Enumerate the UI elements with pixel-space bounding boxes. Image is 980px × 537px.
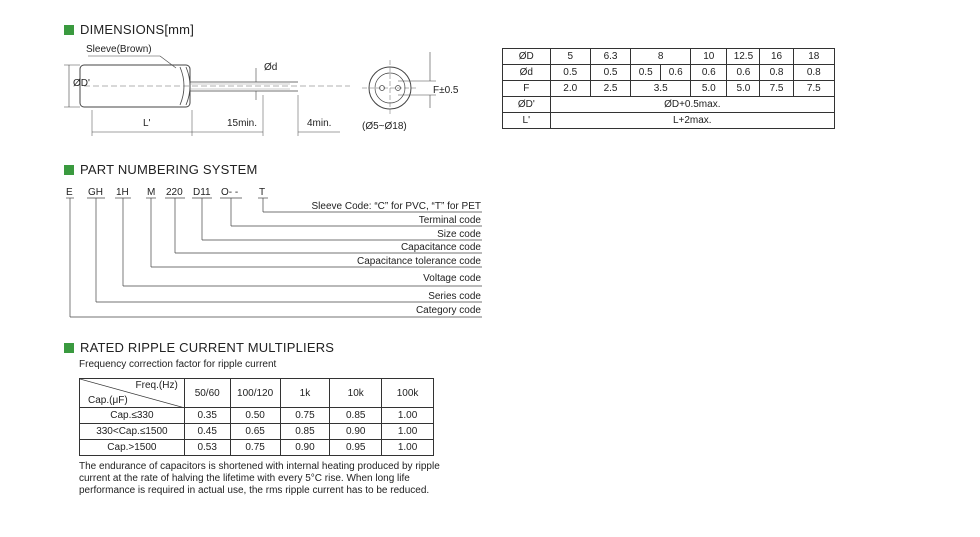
table-cell: 0.85 xyxy=(330,408,382,424)
table-cell: F xyxy=(503,81,551,97)
ripple-note xyxy=(79,461,440,497)
od-small-label: Ød xyxy=(264,62,278,73)
table-cell: ØD' xyxy=(503,97,551,113)
table-cell: Cap.≤330 xyxy=(80,408,185,424)
table-row xyxy=(503,97,835,113)
table-cell: Cap.>1500 xyxy=(80,440,185,456)
table-cell: 7.5 xyxy=(760,81,793,97)
table-cell: 0.8 xyxy=(793,65,834,81)
table-cell: 0.53 xyxy=(184,440,230,456)
table-cell: 0.85 xyxy=(280,424,330,440)
label-terminal-code: Terminal code xyxy=(418,215,481,226)
label-capacitance-code: Capacitance code xyxy=(400,242,481,253)
code-tolerance: M xyxy=(147,187,156,198)
table-cell: 0.75 xyxy=(230,440,280,456)
cap-label: Cap.(μF) xyxy=(88,395,128,406)
capacitor-drawing xyxy=(60,40,480,150)
table-cell: ØD+0.5max. xyxy=(550,97,834,113)
table-header: 50/60 xyxy=(184,379,230,408)
table-cell: 6.3 xyxy=(590,49,630,65)
table-cell: 12.5 xyxy=(727,49,760,65)
table-cell: 0.95 xyxy=(330,440,382,456)
table-cell: 2.5 xyxy=(590,81,630,97)
f-tolerance-label: F±0.5 xyxy=(433,85,459,96)
table-cell: 0.35 xyxy=(184,408,230,424)
table-cell: 0.6 xyxy=(727,65,760,81)
table-cell: 16 xyxy=(760,49,793,65)
table-cell: 0.75 xyxy=(280,408,330,424)
section-part-numbering xyxy=(64,162,258,177)
table-cell: 0.45 xyxy=(184,424,230,440)
code-size: D11 xyxy=(193,187,211,198)
square-bullet-icon xyxy=(64,343,74,353)
sleeve-label: Sleeve(Brown) xyxy=(86,44,152,55)
table-cell: 0.5 xyxy=(590,65,630,81)
code-voltage: 1H xyxy=(116,187,129,198)
table-cell: 8 xyxy=(631,49,691,65)
table-cell: 0.50 xyxy=(230,408,280,424)
min15-label: 15min. xyxy=(227,118,258,129)
square-bullet-icon xyxy=(64,25,74,35)
table-cell: 5.0 xyxy=(691,81,727,97)
table-cell: 0.5 xyxy=(631,65,661,81)
table-header: 100/120 xyxy=(230,379,280,408)
table-cell: 5 xyxy=(550,49,590,65)
label-category-code: Category code xyxy=(415,305,481,316)
table-cell: ØD xyxy=(503,49,551,65)
table-row xyxy=(80,408,434,424)
table-header-row xyxy=(80,379,434,408)
table-cell: 10 xyxy=(691,49,727,65)
freq-label: Freq.(Hz) xyxy=(135,380,178,391)
note-line: performance is required in actual use, the rms ripple current has to be reduced. xyxy=(79,485,430,496)
square-bullet-icon xyxy=(64,165,74,175)
l-prime-label: L' xyxy=(143,118,151,129)
section-title: DIMENSIONS[mm] xyxy=(80,22,195,37)
label-series-code: Series code xyxy=(428,291,481,302)
code-series: GH xyxy=(88,187,103,198)
table-cell: 0.90 xyxy=(330,424,382,440)
label-voltage-code: Voltage code xyxy=(423,273,481,284)
table-row xyxy=(80,424,434,440)
table-cell: 1.00 xyxy=(382,408,434,424)
table-row xyxy=(503,65,835,81)
min4-label: 4min. xyxy=(307,118,332,129)
table-cell: 0.6 xyxy=(691,65,727,81)
table-row xyxy=(80,440,434,456)
table-cell: 5.0 xyxy=(727,81,760,97)
od-prime-label: ØD' xyxy=(73,78,90,89)
section-title: PART NUMBERING SYSTEM xyxy=(80,162,258,177)
table-row xyxy=(503,81,835,97)
label-size-code: Size code xyxy=(437,229,481,240)
table-header: 10k xyxy=(330,379,382,408)
table-cell: 1.00 xyxy=(382,424,434,440)
dimension-table xyxy=(502,48,835,129)
table-cell: 1.00 xyxy=(382,440,434,456)
table-cell: 7.5 xyxy=(793,81,834,97)
table-cell: Ød xyxy=(503,65,551,81)
table-cell: 0.6 xyxy=(661,65,691,81)
table-header: 100k xyxy=(382,379,434,408)
table-row xyxy=(503,49,835,65)
label-tolerance-code: Capacitance tolerance code xyxy=(357,256,481,267)
table-header: 1k xyxy=(280,379,330,408)
table-cell: 0.65 xyxy=(230,424,280,440)
table-cell: 18 xyxy=(793,49,834,65)
section-title: RATED RIPPLE CURRENT MULTIPLIERS xyxy=(80,340,335,355)
code-terminal: O- - xyxy=(221,187,239,198)
table-cell: L+2max. xyxy=(550,113,834,129)
note-line: The endurance of capacitors is shortened with internal heating produced by ripple xyxy=(79,461,440,472)
code-capacitance: 220 xyxy=(166,187,183,198)
table-row xyxy=(503,113,835,129)
table-cell: 0.90 xyxy=(280,440,330,456)
code-category: E xyxy=(66,187,73,198)
table-cell: 2.0 xyxy=(550,81,590,97)
table-cell: 330<Cap.≤1500 xyxy=(80,424,185,440)
diagonal-header-cell xyxy=(80,379,185,408)
table-cell: 3.5 xyxy=(631,81,691,97)
label-sleeve-code: Sleeve Code: “C” for PVC, “T” for PET xyxy=(311,201,481,212)
ripple-table xyxy=(79,378,434,456)
ripple-subtitle: Frequency correction factor for ripple current xyxy=(79,359,277,370)
code-sleeve: T xyxy=(259,187,266,198)
section-ripple xyxy=(64,340,334,355)
range-label: (Ø5~Ø18) xyxy=(362,121,407,132)
table-cell: L' xyxy=(503,113,551,129)
table-cell: 0.5 xyxy=(550,65,590,81)
section-dimensions xyxy=(64,22,194,37)
note-line: current at the rate of halving the lifetime with every 5°C rise. When long life xyxy=(79,473,410,484)
table-cell: 0.8 xyxy=(760,65,793,81)
